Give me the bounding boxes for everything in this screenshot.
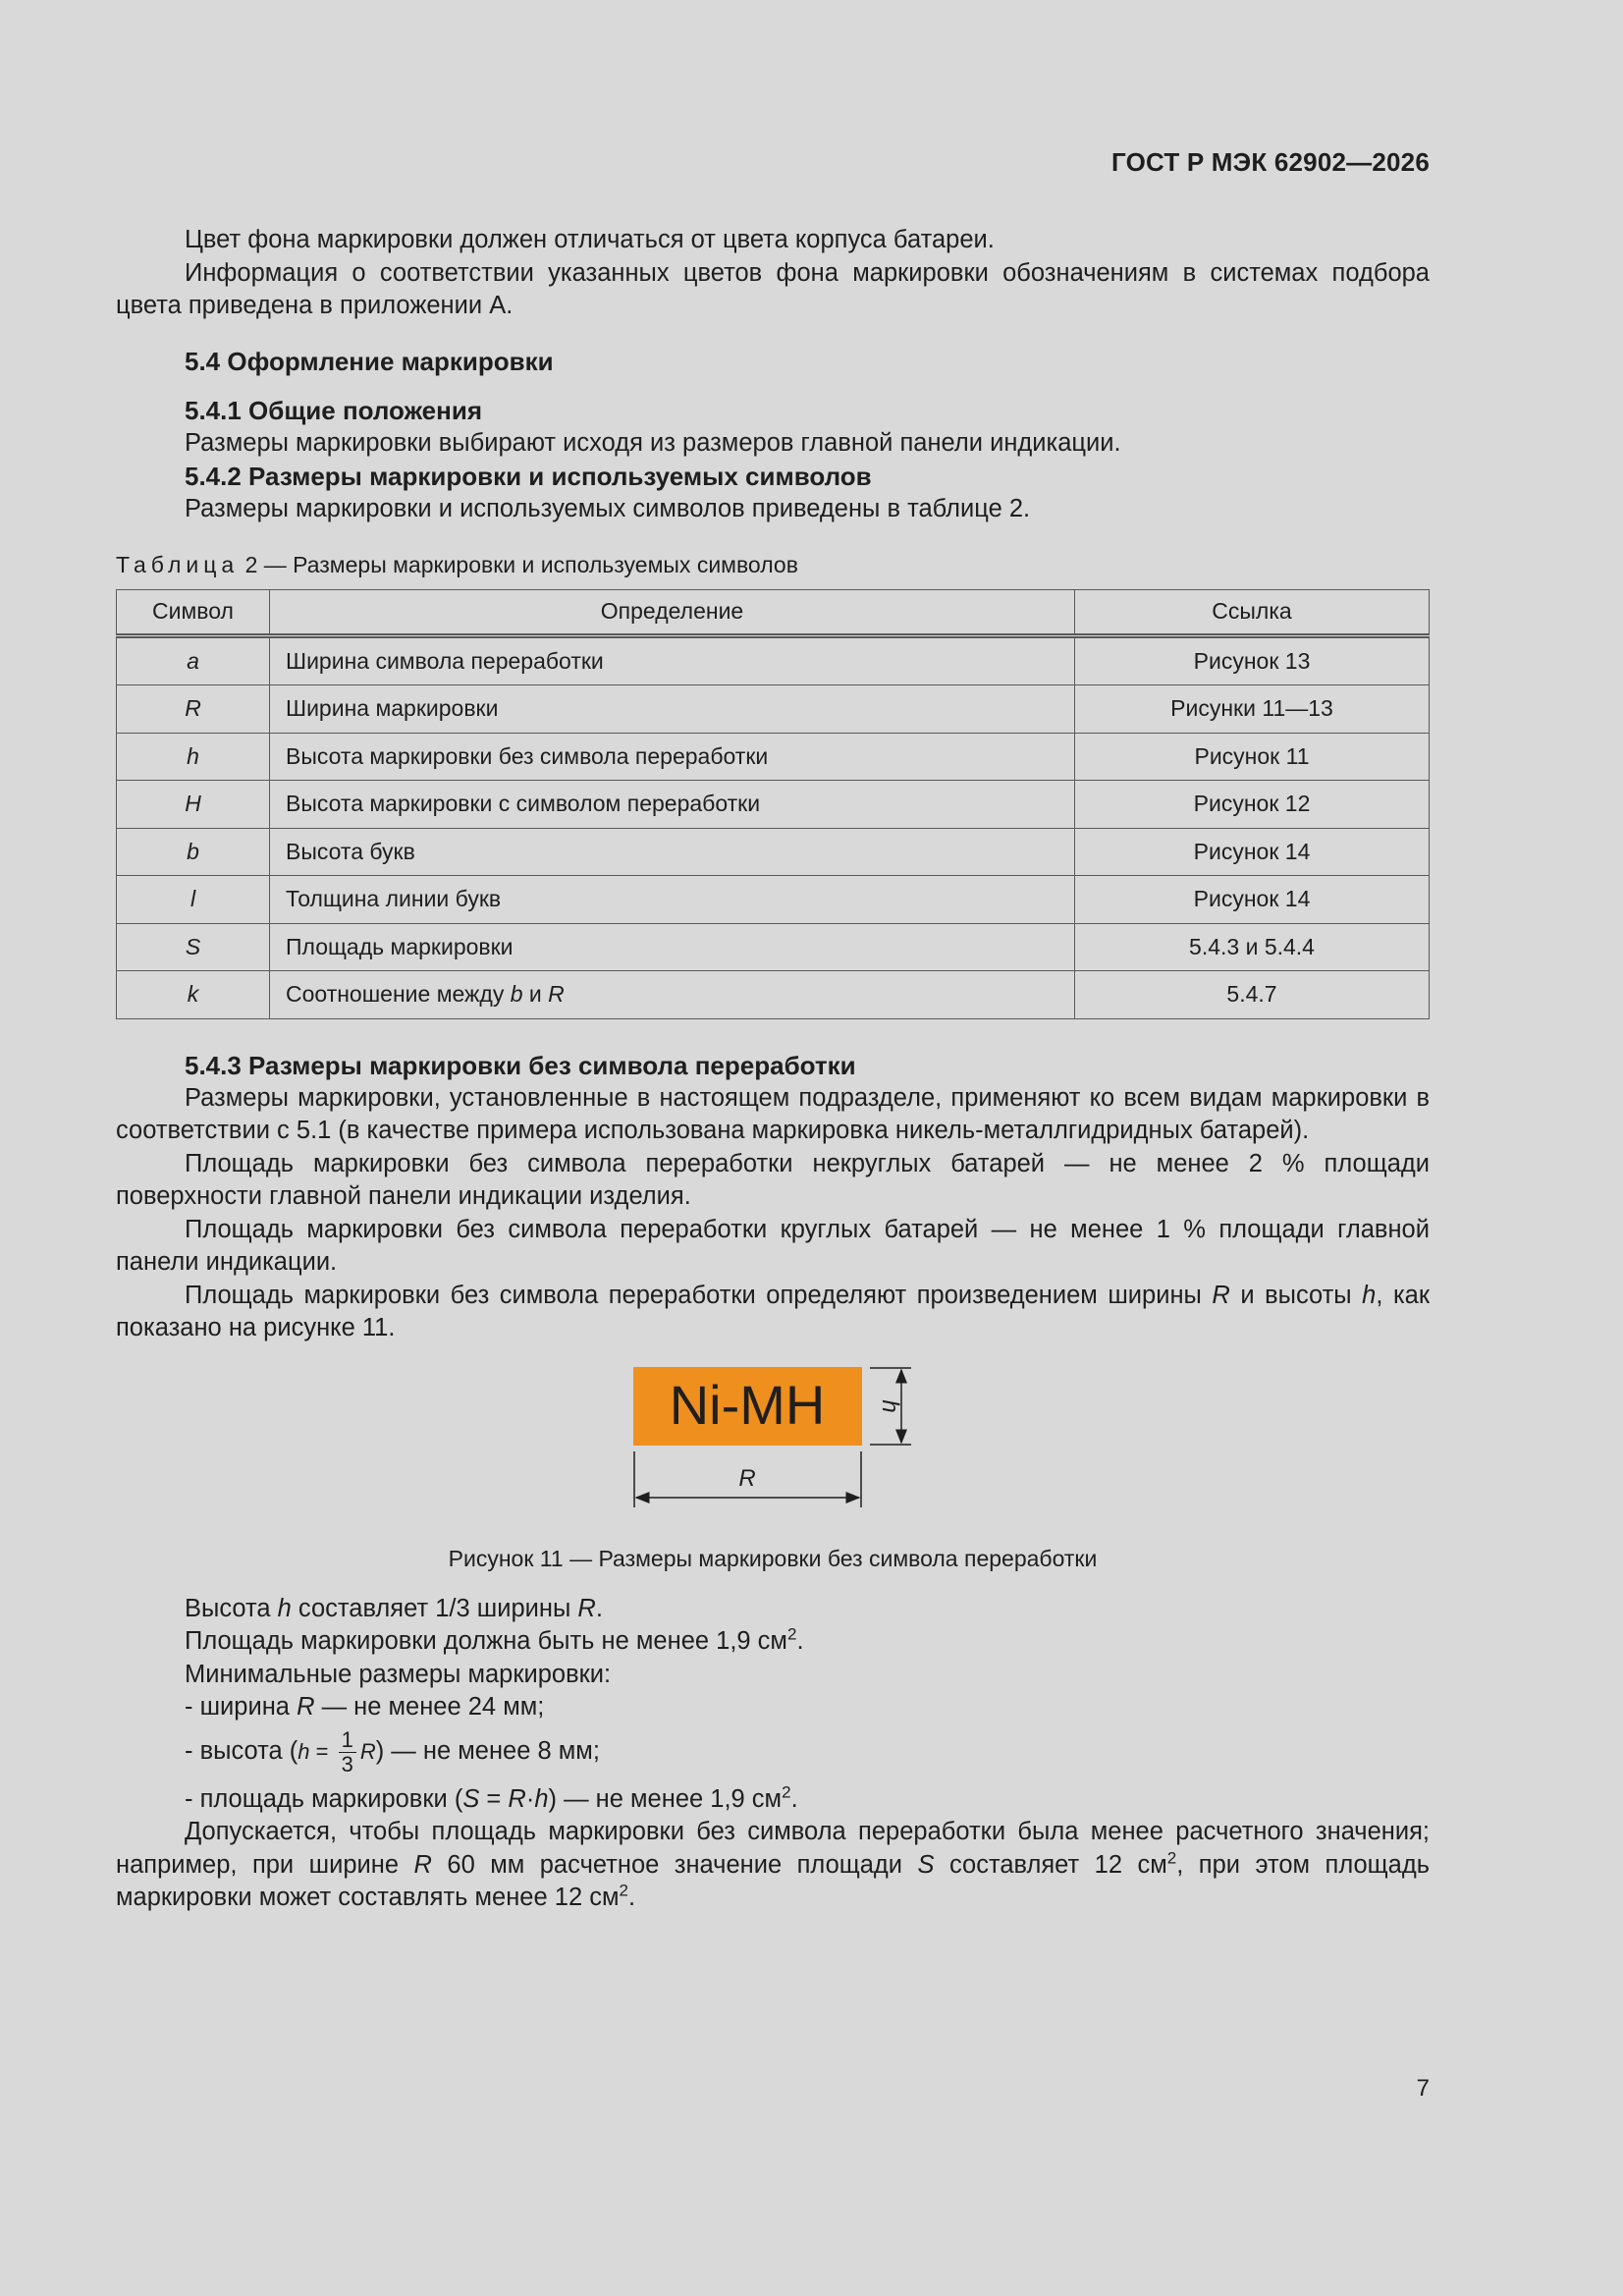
table-caption-word: Таблица: [116, 551, 240, 577]
text-run: .: [627, 1884, 636, 1911]
table-row: [117, 635, 1430, 685]
paragraph: Площадь маркировки без символа переработки некруглых батарей — не менее 2 % площади поверхности главной панели индикации изделия.: [116, 1149, 1430, 1210]
text-run: - ширина: [185, 1693, 298, 1721]
symbol-S: S: [917, 1850, 935, 1879]
page-number: 7: [1416, 2075, 1430, 2102]
list-item: [116, 1724, 1430, 1781]
cell-reference: 5.4.7: [1075, 971, 1430, 1019]
table-row: [117, 685, 1430, 734]
text-run: , как показано на рисунке 11.: [116, 1281, 1430, 1341]
text-run: составляет 12 см: [934, 1850, 1167, 1879]
symbol-S: S: [462, 1784, 480, 1813]
marking-dimension-diagram: [116, 1367, 1430, 1532]
column-header-reference: Ссылка: [1075, 589, 1430, 635]
superscript: 2: [786, 1624, 797, 1644]
cell-symbol: b: [117, 828, 270, 876]
symbol-h: h: [277, 1594, 292, 1622]
text-run: ·: [525, 1784, 535, 1813]
symbol-R: R: [577, 1594, 596, 1622]
symbol-R: R: [508, 1784, 526, 1813]
text-run: Площадь маркировки должна быть не менее 1,9 см: [185, 1627, 787, 1655]
superscript: 2: [619, 1881, 628, 1900]
symbol-R: R: [297, 1693, 315, 1721]
text-run: .: [796, 1627, 804, 1655]
text-run: , при этом площадь маркировки может составлять менее 12 см: [116, 1850, 1430, 1911]
cell-symbol: S: [117, 923, 270, 971]
text-line: Минимальные размеры маркировки:: [185, 1660, 612, 1688]
cell-symbol: H: [117, 781, 270, 829]
text-run: - высота (: [185, 1736, 298, 1765]
text-run: - площадь маркировки (: [185, 1784, 463, 1813]
symbol-h: h: [534, 1784, 549, 1813]
paragraph: [116, 1816, 1430, 1915]
paragraph: Информация о соответствии указанных цветов фона маркировки обозначениям в системах подбора цвета приведена в приложении А.: [116, 258, 1430, 319]
cell-reference: Рисунок 12: [1075, 781, 1430, 829]
text-run: .: [595, 1594, 603, 1622]
symbol-h: h: [1362, 1281, 1377, 1309]
cell-symbol: R: [117, 685, 270, 734]
list-item: [116, 1783, 1430, 1817]
fraction-numerator: 1: [339, 1728, 356, 1753]
list-item: [116, 1691, 1430, 1724]
cell-symbol: k: [117, 971, 270, 1019]
superscript: 2: [1166, 1848, 1177, 1867]
subsection-title: 5.4.3 Размеры маркировки без символа переработки: [185, 1050, 856, 1080]
table-caption: [116, 550, 1430, 579]
symbols-table: [116, 589, 1430, 1019]
section-title: 5.4 Оформление маркировки: [185, 346, 554, 376]
cell-reference: Рисунок 14: [1075, 828, 1430, 876]
symbol-R: R: [1212, 1281, 1230, 1309]
text-line: [116, 1593, 1430, 1626]
symbol-h: h: [298, 1738, 310, 1764]
table-row: [117, 876, 1430, 924]
paragraph: Цвет фона маркировки должен отличаться от цвета корпуса батареи.: [185, 226, 995, 253]
symbol-R: R: [413, 1850, 432, 1879]
cell-definition: Площадь маркировки: [270, 923, 1075, 971]
cell-reference: Рисунок 13: [1075, 635, 1430, 685]
text-run: =: [309, 1738, 335, 1764]
superscript: 2: [782, 1782, 791, 1801]
text-run: Площадь маркировки без символа переработки определяют произведением ширины: [185, 1281, 1213, 1309]
height-dimension-label: h: [877, 1398, 903, 1413]
table-row: [117, 923, 1430, 971]
text-run: ) — не менее 1,9 см: [548, 1784, 783, 1813]
table-header-row: [117, 589, 1430, 635]
column-header-symbol: Символ: [117, 589, 270, 635]
cell-definition: Ширина маркировки: [270, 685, 1075, 734]
document-body: [116, 224, 1430, 1915]
table-row: [117, 781, 1430, 829]
text-run: Высота: [185, 1594, 278, 1622]
text-run: составляет 1/3 ширины: [291, 1594, 578, 1622]
table-row: [117, 828, 1430, 876]
cell-symbol: a: [117, 635, 270, 685]
cell-reference: Рисунки 11—13: [1075, 685, 1430, 734]
cell-reference: Рисунок 14: [1075, 876, 1430, 924]
text-run: и высоты: [1229, 1281, 1363, 1309]
figure-caption: Рисунок 11 — Размеры маркировки без символа переработки: [448, 1545, 1098, 1571]
text-run: 60 мм расчетное значение площади: [431, 1850, 918, 1879]
table-row: [117, 971, 1430, 1019]
symbol-R: R: [359, 1738, 376, 1764]
cell-definition: Высота букв: [270, 828, 1075, 876]
cell-symbol: l: [117, 876, 270, 924]
text-run: ) — не менее 8 мм;: [375, 1736, 600, 1765]
cell-definition: Толщина линии букв: [270, 876, 1075, 924]
text-run: — не менее 24 мм;: [314, 1693, 545, 1721]
table-row: [117, 733, 1430, 781]
marking-label-text: Ni-MH: [669, 1373, 826, 1436]
paragraph: [116, 1280, 1430, 1345]
document-code-header: ГОСТ Р МЭК 62902—2026: [1110, 147, 1430, 177]
table-caption-text: 2 — Размеры маркировки и используемых символов: [244, 551, 798, 577]
text-line: [116, 1625, 1430, 1659]
paragraph: Размеры маркировки, установленные в настоящем подразделе, применяют ко всем видам маркировки в соответствии с 5.1 (в качестве примера использована маркировка никель-металлгидридных батарей).: [116, 1083, 1430, 1144]
cell-reference: Рисунок 11: [1075, 733, 1430, 781]
column-header-definition: Определение: [270, 589, 1075, 635]
text-run: Допускается, чтобы площадь маркировки без символа переработки была менее расчетного значения; например, при ширине: [116, 1818, 1430, 1879]
width-dimension-label: R: [738, 1464, 756, 1492]
paragraph: Размеры маркировки выбирают исходя из размеров главной панели индикации.: [185, 428, 1121, 457]
paragraph: Размеры маркировки и используемых символов приведены в таблице 2.: [185, 495, 1031, 522]
cell-reference: 5.4.3 и 5.4.4: [1075, 923, 1430, 971]
subsection-title: 5.4.1 Общие положения: [185, 395, 482, 425]
fraction-denominator: 3: [341, 1751, 353, 1777]
cell-symbol: h: [117, 733, 270, 781]
figure-11: [116, 1367, 1430, 1532]
text-run: .: [790, 1784, 798, 1813]
cell-definition: Соотношение между b и R: [270, 971, 1075, 1019]
fraction: [339, 1728, 356, 1777]
cell-definition: Высота маркировки без символа переработки: [270, 733, 1075, 781]
cell-definition: Высота маркировки с символом переработки: [270, 781, 1075, 829]
paragraph: Площадь маркировки без символа переработки круглых батарей — не менее 1 % площади главной панели индикации.: [116, 1215, 1430, 1276]
cell-definition: Ширина символа переработки: [270, 635, 1075, 685]
text-run: =: [479, 1784, 509, 1813]
subsection-title: 5.4.2 Размеры маркировки и используемых символов: [185, 462, 872, 491]
